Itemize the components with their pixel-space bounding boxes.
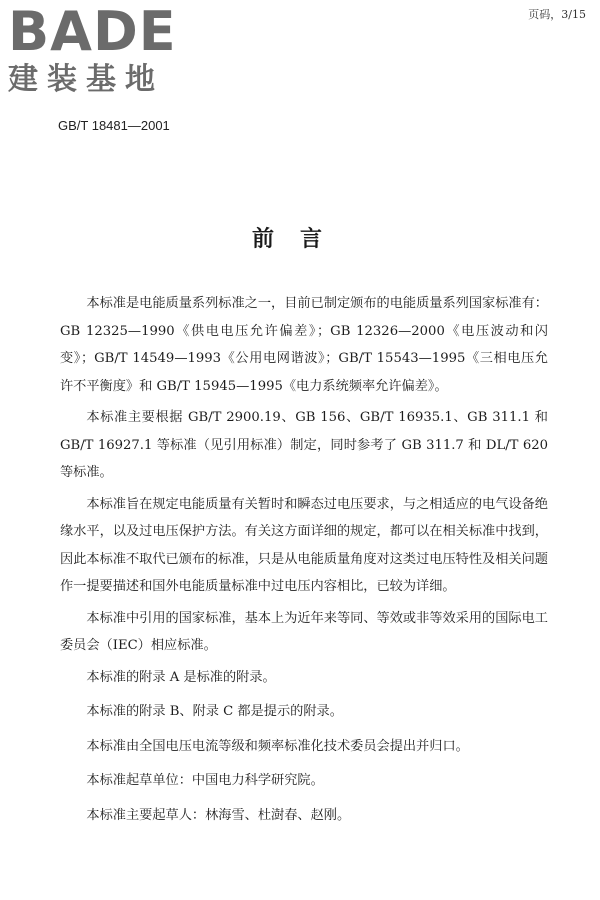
paragraph-basis: 本标准主要根据 GB/T 2900.19、GB 156、GB/T 16935.1、GB 311.1 和 GB/T 16927.1 等标准（见引用标准）制定，同时参考了 GB 311.7 和 DL/T 620 等标准。 bbox=[60, 410, 548, 480]
paragraph-purpose: 本标准旨在规定电能质量有关暂时和瞬态过电压要求，与之相适应的电气设备绝缘水平，以及过电压保护方法。有关这方面详细的规定，都可以在相关标准中找到，因此本标准不取代已颁布的标准，只是从电能质量角度对这类过电压特性及相关问题作一提要描述和国外电能质量标准中过电压内容相比，已较为详细。 bbox=[60, 496, 548, 594]
logo-brand-en: BADE bbox=[8, 0, 177, 63]
foreword-body bbox=[60, 290, 548, 836]
paragraph-standards-series: 本标准是电能质量系列标准之一，目前已制定颁布的电能质量系列国家标准有：GB 12325—1990《供电电压允许偏差》；GB 12326—2000《电压波动和闪变》；GB/T 14549—1993《公用电网谐波》；GB/T 15543—1995《三相电压允许不平衡度》和 GB/T 15945—1995《电力系统频率允许偏差》。 bbox=[60, 296, 548, 394]
paragraph-drafters: 本标准主要起草人：林海雪、杜澍春、赵刚。 bbox=[86, 807, 351, 823]
paragraph-appendix-a: 本标准的附录 A 是标准的附录。 bbox=[86, 669, 276, 685]
standard-number: GB/T 18481—2001 bbox=[58, 118, 170, 133]
paragraph-drafting-unit: 本标准起草单位：中国电力科学研究院。 bbox=[86, 773, 324, 788]
section-heading: 前言 bbox=[251, 226, 348, 252]
page-number: 页码，3/15 bbox=[528, 8, 586, 21]
logo-brand-cn: 建装基地 bbox=[8, 62, 164, 97]
paragraph-iec: 本标准中引用的国家标准，基本上为近年来等同、等效或非等效采用的国际电工委员会（IEC）相应标准。 bbox=[60, 610, 548, 653]
paragraph-proposer: 本标准由全国电压电流等级和频率标准化技术委员会提出并归口。 bbox=[86, 738, 469, 754]
bade-logo bbox=[8, 0, 178, 98]
paragraph-appendix-bc: 本标准的附录 B、附录 C 都是提示的附录。 bbox=[86, 704, 343, 719]
